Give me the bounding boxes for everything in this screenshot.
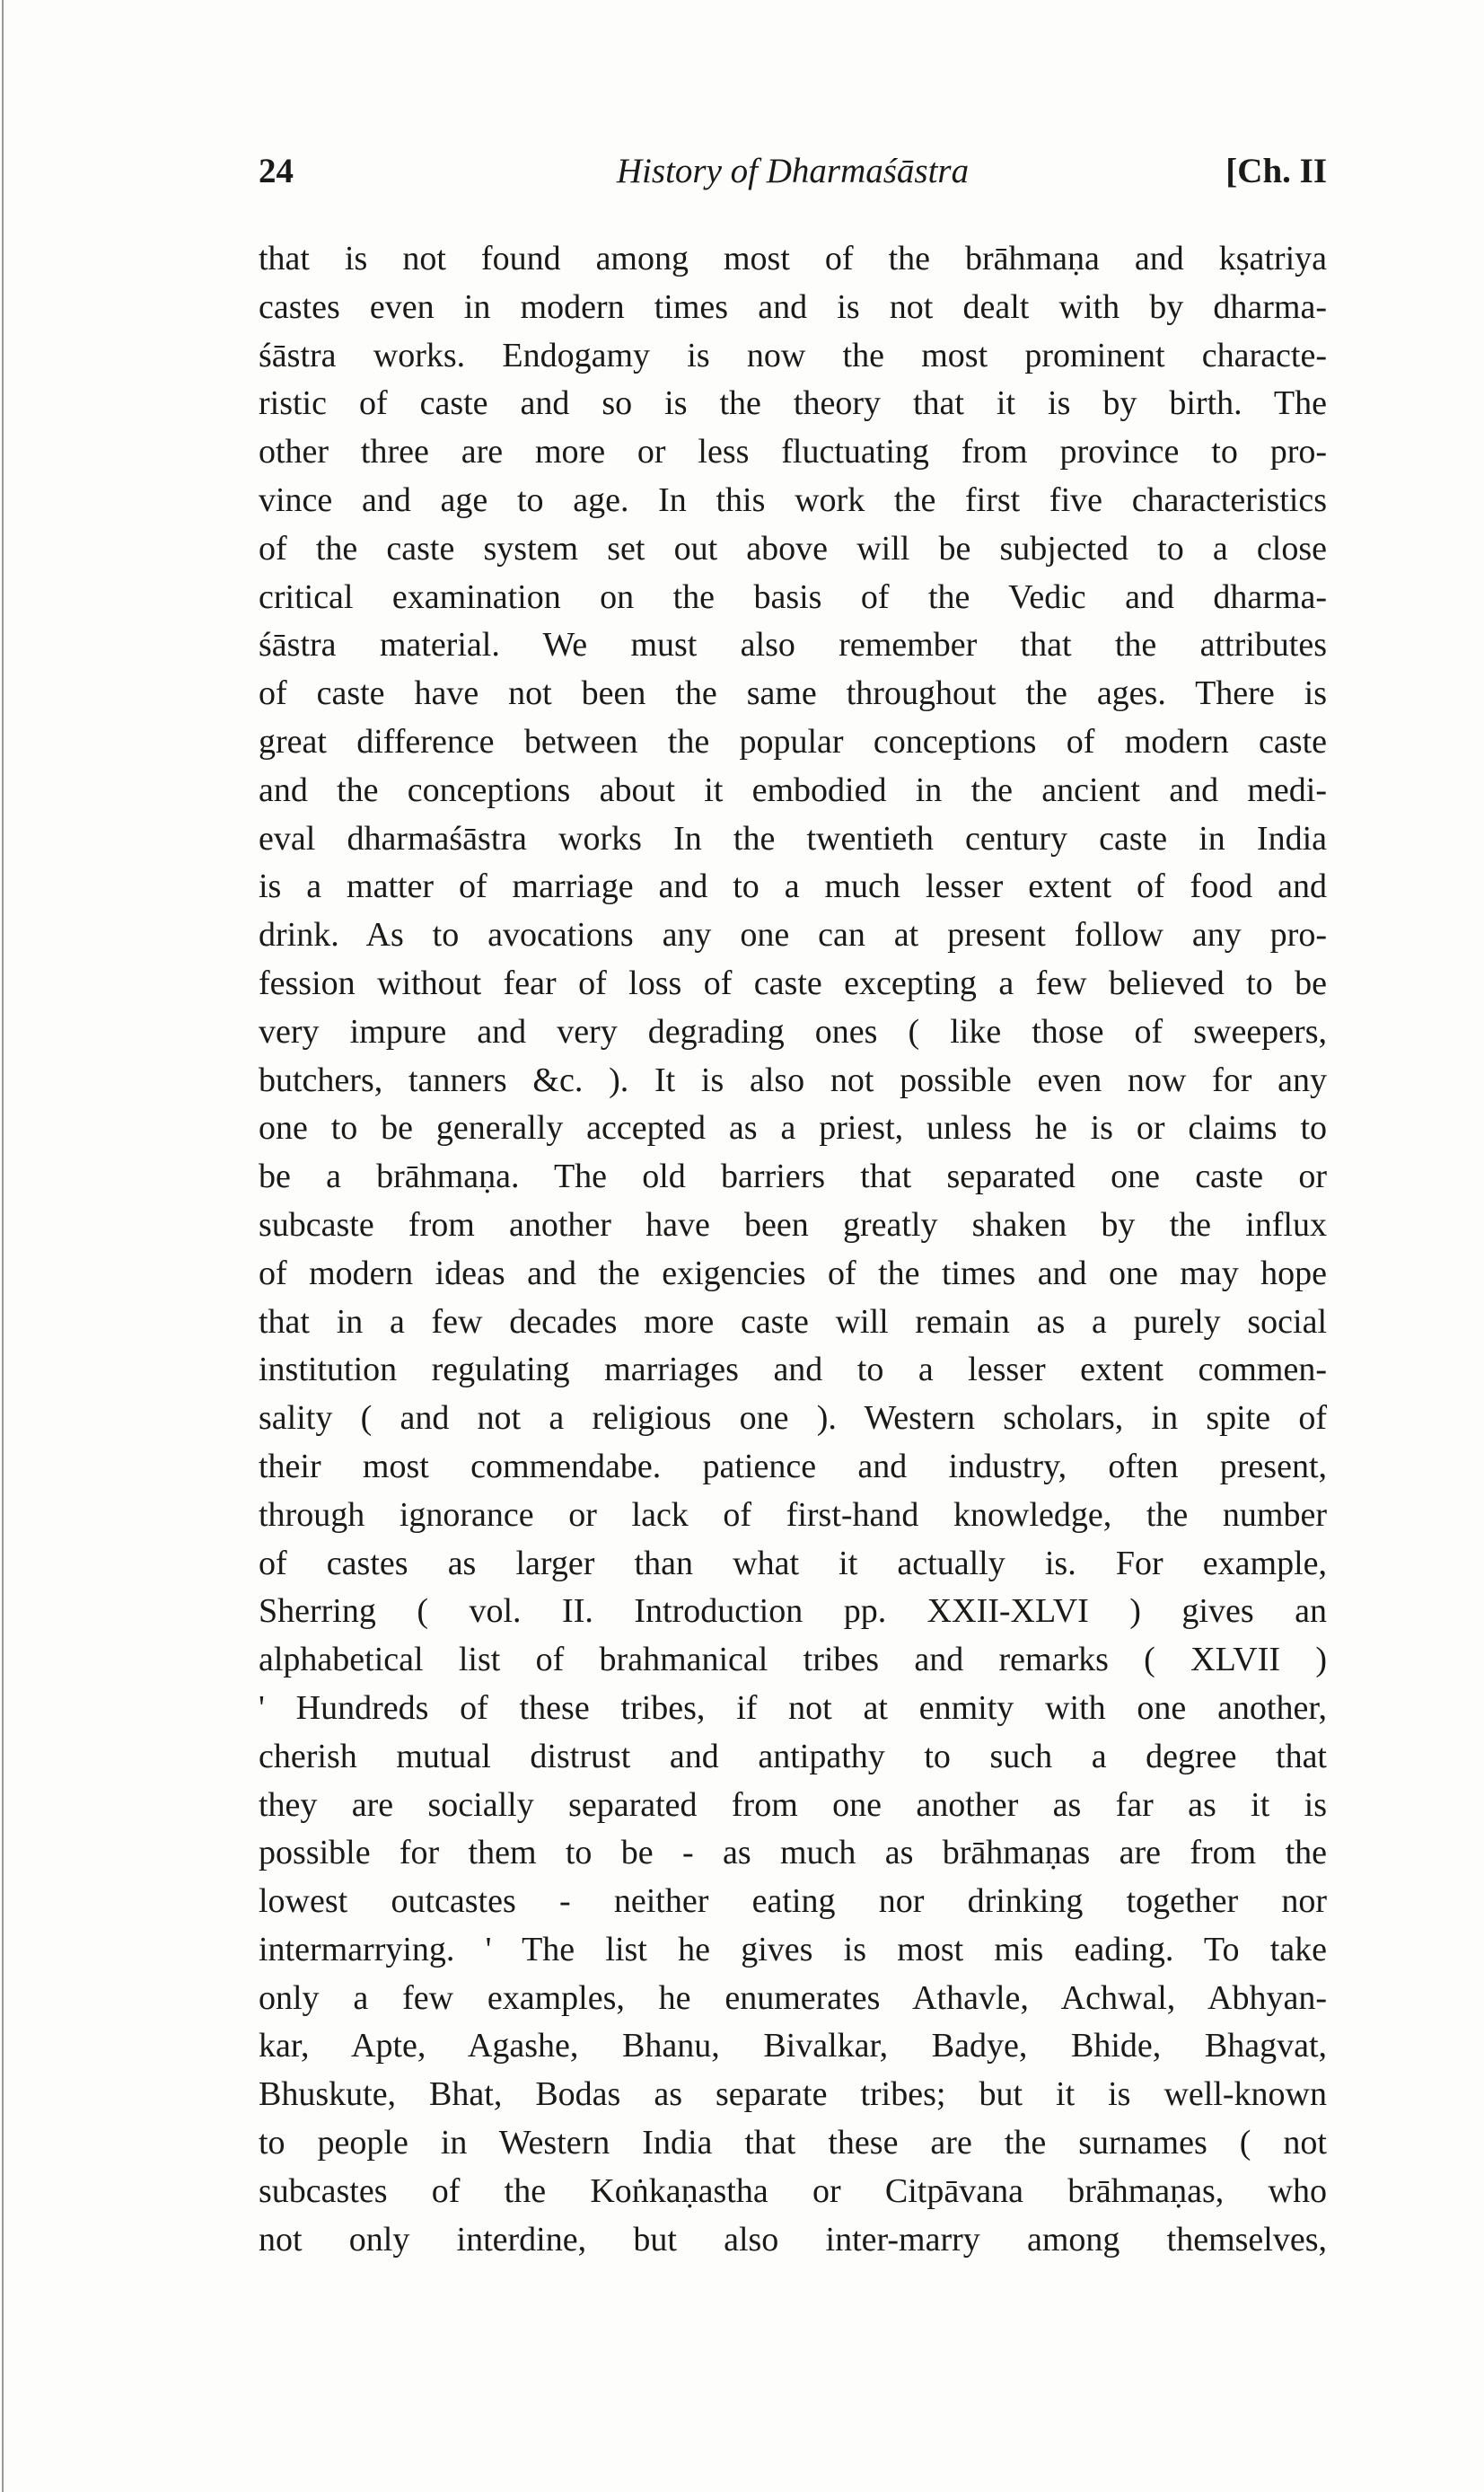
text-line: of castes as larger than what it actually is. For example,: [259, 1544, 1327, 1582]
text-line: vince and age to age. In this work the first five characteristics: [259, 480, 1327, 519]
text-line: sality ( and not a religious one ). Western scholars, in spite of: [259, 1399, 1327, 1438]
text-line: that is not found among most of the brāhmaṇa and kṣatriya: [259, 240, 1327, 277]
text-line: institution regulating marriages and to a lesser extent commen-: [259, 1351, 1327, 1389]
text-line: subcastes of the Koṅkaṇastha or Citpāvana brāhmaṇas, who: [259, 2171, 1327, 2210]
body-text: [259, 235, 1327, 2264]
text-line: Bhuskute, Bhat, Bodas as separate tribes; but it is well-known: [259, 2075, 1327, 2114]
page-edge-line: [2, 0, 4, 2492]
page-header: [259, 151, 1327, 205]
text-line: that in a few decades more caste will remain as a purely social: [259, 1302, 1327, 1341]
text-line: be a brāhmaṇa. The old barriers that separated one caste or: [259, 1158, 1327, 1196]
text-line: drink. As to avocations any one can at present follow any pro-: [259, 916, 1327, 955]
text-line: butchers, tanners &c. ). It is also not possible even now for any: [259, 1061, 1327, 1099]
chapter-mark: [Ch. II: [1225, 152, 1327, 190]
text-line: castes even in modern times and is not dealt with by dharma-: [259, 287, 1327, 326]
text-line: ristic of caste and so is the theory that it is by birth. The: [259, 384, 1327, 423]
text-line: Sherring ( vol. II. Introduction pp. XXII-XLVI ) gives an: [259, 1592, 1327, 1631]
text-line: śāstra material. We must also remember that the attributes: [259, 626, 1327, 665]
text-line: eval dharmaśāstra works In the twentieth century caste in India: [259, 819, 1327, 858]
text-line: of caste have not been the same throughout the ages. There is: [259, 674, 1327, 713]
text-line: intermarrying. ' The list he gives is most mis eading. To take: [259, 1930, 1327, 1968]
text-line: through ignorance or lack of first-hand knowledge, the number: [259, 1495, 1327, 1534]
text-line: subcaste from another have been greatly shaken by the influx: [259, 1205, 1327, 1244]
text-line: lowest outcastes - neither eating nor drinking together nor: [259, 1882, 1327, 1921]
running-title: History of Dharmaśāstra: [616, 152, 970, 190]
text-line: is a matter of marriage and to a much lesser extent of food and: [259, 867, 1327, 906]
text-line: not only interdine, but also inter-marry among themselves,: [259, 2220, 1327, 2259]
text-line: other three are more or less fluctuating from province to pro-: [259, 433, 1327, 471]
text-line: ' Hundreds of these tribes, if not at enmity with one another,: [259, 1688, 1327, 1727]
text-line: of modern ideas and the exigencies of the times and one may hope: [259, 1254, 1327, 1292]
text-line: critical examination on the basis of the Vedic and dharma-: [259, 577, 1327, 616]
text-line: one to be generally accepted as a priest, unless he is or claims to: [259, 1109, 1327, 1148]
text-line: to people in Western India that these are the surnames ( not: [259, 2124, 1327, 2162]
text-line: cherish mutual distrust and antipathy to such a degree that: [259, 1737, 1327, 1775]
text-line: their most commendabe. patience and industry, often present,: [259, 1447, 1327, 1485]
text-line: fession without fear of loss of caste excepting a few believed to be: [259, 964, 1327, 1002]
text-line: great difference between the popular conceptions of modern caste: [259, 722, 1327, 761]
text-line: only a few examples, he enumerates Athavle, Achwal, Abhyan-: [259, 1978, 1327, 2017]
page-number: 24: [259, 152, 294, 190]
text-line: alphabetical list of brahmanical tribes and remarks ( XLVII ): [259, 1641, 1327, 1679]
text-line: very impure and very degrading ones ( like those of sweepers,: [259, 1012, 1327, 1051]
text-line: possible for them to be - as much as brāhmaṇas are from the: [259, 1834, 1327, 1872]
text-line: of the caste system set out above will be subjected to a close: [259, 529, 1327, 568]
text-line: and the conceptions about it embodied in the ancient and medi-: [259, 770, 1327, 809]
text-line: kar, Apte, Agashe, Bhanu, Bivalkar, Badye, Bhide, Bhagvat,: [259, 2027, 1327, 2065]
text-line: they are socially separated from one another as far as it is: [259, 1785, 1327, 1824]
text-line: śāstra works. Endogamy is now the most prominent characte-: [259, 336, 1327, 374]
